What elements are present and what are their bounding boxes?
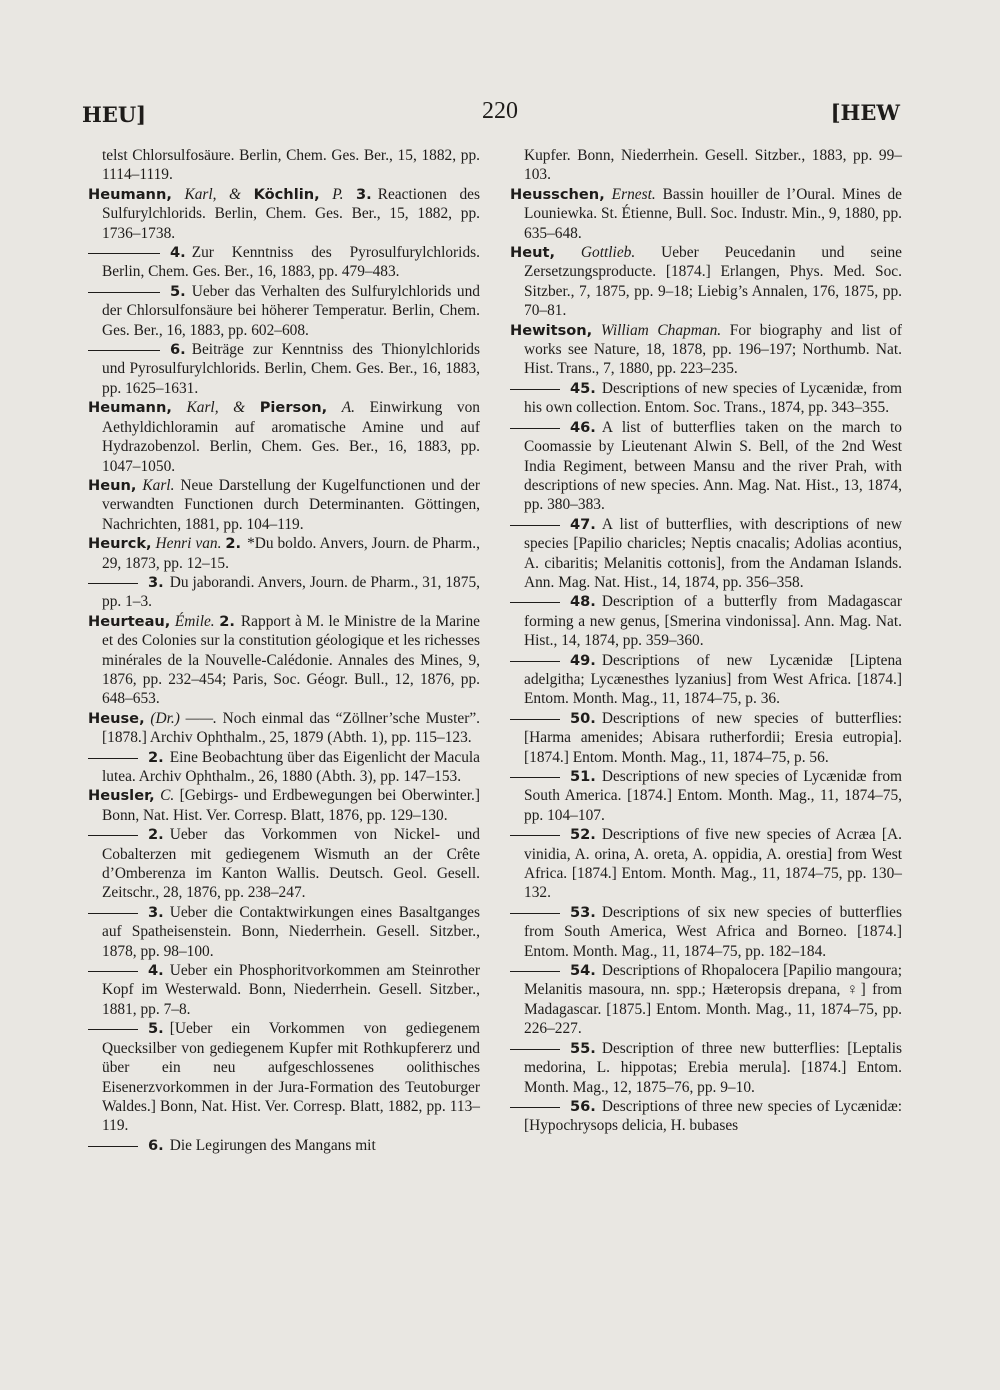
entry-text: *Du boldo. Anvers, Journ. de Pharm., 29, 1873, pp. 12–15. bbox=[102, 535, 480, 572]
bibliography-entry bbox=[88, 612, 480, 709]
repeat-author-dash bbox=[88, 1146, 138, 1147]
entry-number: 53. bbox=[570, 903, 596, 921]
entry-text: A list of butterflies, with descriptions of new species [Papilio charicles; Neptis cnacalis; Adolias acontius, A. cibaritis; Melanitis cottonis], from the Andaman Islands. Ann. Mag. Nat. Hist., 14, 1874, pp. 356–358. bbox=[524, 515, 902, 591]
bibliography-entry bbox=[510, 243, 902, 321]
author-surname: Heurteau, bbox=[88, 612, 171, 630]
entry-text: Description of a butterfly from Madagascar forming a new genus, [Smerina vindonissa]. Ann. Mag. Nat. Hist., 14, 1874, pp. 359–360. bbox=[524, 593, 902, 650]
entry-text: Die Legirungen des Mangans mit bbox=[169, 1136, 376, 1154]
entry-text: Du jaborandi. Anvers, Journ. de Pharm., 31, 1875, pp. 1–3. bbox=[102, 573, 480, 611]
entry-text: Noch einmal das “Zöllner’sche Muster”. [1878.] Archiv Ophthalm., 25, 1879 (Abth. 1), pp. 115–123. bbox=[102, 709, 480, 747]
entry-number: 2. bbox=[225, 535, 242, 553]
entry-number: 3. bbox=[148, 903, 164, 921]
author-surname: Heun, bbox=[88, 476, 137, 494]
entry-text: Eine Beobachtung über das Eigenlicht der Macula lutea. Archiv Ophthalm., 26, 1880 (Abth. 3), pp. 147–153. bbox=[102, 748, 480, 785]
entry-text: telst Chlorsulfosäure. Berlin, Chem. Ges. Ber., 15, 1882, pp. 1114–1119. bbox=[102, 147, 480, 184]
bibliography-entry bbox=[510, 146, 902, 185]
page-number: 220 bbox=[482, 98, 518, 124]
entry-text: For biography and list of works see Nature, 18, 1878, pp. 196–197; Northumb. Nat. Hist. Trans., 7, 1880, pp. 223–235. bbox=[524, 321, 902, 378]
bibliography-entry bbox=[510, 825, 902, 903]
entry-number: 3. bbox=[148, 573, 164, 591]
repeat-author-dash bbox=[510, 1049, 560, 1050]
entry-number: 6. bbox=[170, 341, 186, 359]
author-given-name: William Chapman. bbox=[600, 321, 722, 339]
author-surname: Heumann, bbox=[88, 399, 172, 417]
entry-text: A list of butterflies taken on the march to Coomassie by Lieutenant Alwin S. Bell, of the 2nd West India Regiment, between Mansu and the river Prah, with descriptions of new species. Ann. Mag. Nat. Hist., 13, 1874, pp. 380–383. bbox=[524, 418, 902, 514]
entry-number: 4. bbox=[148, 962, 164, 980]
repeat-author-dash bbox=[510, 777, 560, 778]
entry-number: 2. bbox=[219, 612, 235, 630]
entry-text: Reactionen des Sulfurylchlorids. Berlin, Chem. Ges. Ber., 15, 1882, pp. 1736–1738. bbox=[102, 185, 480, 242]
coauthor-given-name: A. bbox=[341, 399, 356, 417]
running-head-left: HEU] bbox=[82, 102, 147, 127]
author-surname: Heusler, bbox=[88, 787, 155, 805]
entry-text: Bassin houiller de l’Oural. Mines de Louniewka. St. Étienne, Bull. Soc. Industr. Min., 9, 1880, pp. 635–648. bbox=[524, 185, 902, 242]
coauthor-surname: Köchlin, bbox=[253, 185, 320, 203]
entry-text: Ueber die Contaktwirkungen eines Basaltganges auf Spatheisenstein. Bonn, Niederrhein. Gesell. Sitzber., 1878, pp. 98–100. bbox=[102, 903, 480, 960]
repeat-author-dash bbox=[88, 758, 138, 759]
repeat-author-dash bbox=[510, 719, 560, 720]
bibliography-entry bbox=[510, 1097, 902, 1136]
bibliography-entry bbox=[510, 961, 902, 1039]
author-given-name: Karl. bbox=[142, 476, 175, 494]
entry-number: 2. bbox=[148, 748, 164, 766]
entry-number: 2. bbox=[148, 826, 164, 844]
entry-text: Description of three new butterflies: [Leptalis medorina, L. hippotas; Erebia merula]. [1874.] Entom. Month. Mag., 12, 1875–76, pp. 9–10. bbox=[524, 1039, 902, 1096]
coauthor-surname: Pierson, bbox=[259, 399, 328, 417]
entry-text: Rapport à M. le Ministre de la Marine et des Colonies sur la constitution géologique et les richesses minérales de la Nouvelle-Calédonie. Annales des Mines, 9, 1876, pp. 232–454; Paris, Soc. Géogr. Bull., 12, 1876, pp. 648–653. bbox=[102, 612, 480, 708]
bibliography-entry bbox=[88, 282, 480, 340]
author-given-name: Henri van. bbox=[155, 535, 222, 553]
repeat-author-dash bbox=[510, 525, 560, 526]
repeat-author-dash bbox=[510, 428, 560, 429]
entry-text: Ueber das Verhalten des Sulfurylchlorids und der Chlorsulfonsäure bei höherer Temperatur. Berlin, Chem. Ges. Ber., 16, 1883, pp. 602–608. bbox=[102, 282, 480, 339]
entry-text: Descriptions of six new species of butterflies from South America, West Africa and Borneo. [1874.] Entom. Month. Mag., 11, 1874–75, pp. 182–184. bbox=[524, 903, 902, 960]
entry-text: Ueber das Vorkommen von Nickel- und Cobalterzen mit gediegenem Wismuth an der Crête d’Omberenza im Kanton Wallis. Deutsch. Geol. Gesell. Zeitschr., 28, 1876, pp. 238–247. bbox=[102, 826, 480, 902]
author-given-name: C. bbox=[160, 787, 175, 805]
entry-number: 46. bbox=[570, 418, 596, 436]
entry-text: [Ueber ein Vorkommen von gediegenem Quecksilber von gediegenem Kupfer mit Rothkupfererz und über ein neu aufgeschlossenes oolithisches Eisenerzvorkommen in der Jura-Formation des Teutoburger Waldes.] Bonn, Nat. Hist. Ver. Corresp. Blatt, 1882, pp. 113–119. bbox=[102, 1020, 480, 1135]
repeat-author-dash bbox=[88, 583, 138, 584]
entry-text: Descriptions of five new species of Acræa [A. vinidia, A. orina, A. oreta, A. oppidia, A. orestia] from West Africa. [1874.] Entom. Month. Mag., 11, 1874–75, pp. 130–132. bbox=[524, 826, 902, 902]
bibliography-entry bbox=[510, 515, 902, 593]
entry-number: 54. bbox=[570, 962, 596, 980]
left-column bbox=[88, 146, 480, 1155]
bibliography-entry bbox=[88, 903, 480, 961]
author-given-name: Ernest. bbox=[611, 185, 656, 203]
bibliography-entry bbox=[88, 398, 480, 476]
author-surname: Hewitson, bbox=[510, 321, 593, 339]
bibliography-entry bbox=[88, 573, 480, 612]
repeat-author-dash bbox=[88, 350, 160, 351]
bibliography-entry bbox=[510, 185, 902, 243]
bibliography-entry bbox=[88, 340, 480, 398]
entry-number: 48. bbox=[570, 593, 596, 611]
bibliography-entry bbox=[510, 1039, 902, 1097]
repeat-author-dash bbox=[88, 835, 138, 836]
author-given-name: Karl, & bbox=[186, 399, 246, 417]
author-surname: Heut, bbox=[510, 244, 556, 262]
bibliography-entry bbox=[88, 185, 480, 243]
repeat-author-dash bbox=[88, 292, 160, 293]
repeat-author-dash bbox=[510, 389, 560, 390]
entry-number: 55. bbox=[570, 1039, 596, 1057]
repeat-author-dash bbox=[510, 913, 560, 914]
bibliography-entry bbox=[88, 961, 480, 1019]
entry-text: [Gebirgs- und Erdbewegungen bei Oberwinter.] Bonn, Nat. Hist. Ver. Corresp. Blatt, 1876, pp. 129–130. bbox=[102, 787, 480, 824]
entry-number: 52. bbox=[570, 826, 596, 844]
bibliography-entry bbox=[88, 748, 480, 787]
bibliography-entry bbox=[510, 321, 902, 379]
author-surname: Heusschen, bbox=[510, 185, 605, 203]
repeat-author-dash bbox=[510, 661, 560, 662]
repeat-author-dash bbox=[88, 913, 138, 914]
entry-text: Descriptions of Rhopalocera [Papilio mangoura; Melanitis masoura, nn. spp.; Hæteropsis drepana, ♀] from Madagascar. [1875.] Entom. Month. Mag., 11, 1874–75, pp. 226–227. bbox=[524, 962, 902, 1038]
entry-text: Descriptions of new species of Lycænidæ from South America. [1874.] Entom. Month. Mag., 11, 1874–75, pp. 104–107. bbox=[524, 768, 902, 824]
repeat-author-dash bbox=[88, 1029, 138, 1030]
repeat-author-dash bbox=[510, 971, 560, 972]
bibliography-entry bbox=[510, 379, 902, 418]
bibliography-entry bbox=[88, 709, 480, 748]
entry-text: Ueber Peucedanin und seine Zersetzungsproducte. [1874.] Erlangen, Phys. Med. Soc. Sitzber., 7, 1875, pp. 9–18; Liebig’s Annalen, 176, 1875, pp. 70–81. bbox=[524, 244, 902, 320]
repeat-author-dash bbox=[88, 971, 138, 972]
bibliography-entry bbox=[88, 825, 480, 903]
author-given-name: Émile. bbox=[174, 612, 215, 630]
author-surname: Heurck, bbox=[88, 535, 152, 553]
bibliography-entry bbox=[510, 592, 902, 650]
bibliography-entry bbox=[88, 146, 480, 185]
entry-number: 6. bbox=[148, 1136, 164, 1154]
bibliography-entry bbox=[510, 767, 902, 825]
entry-number: 3. bbox=[356, 185, 372, 203]
entry-number: 49. bbox=[570, 651, 596, 669]
bibliography-entry bbox=[510, 903, 902, 961]
author-given-name: (Dr.) ——. bbox=[150, 709, 217, 727]
entry-text: Descriptions of three new species of Lycænidæ: [Hypochrysops delicia, H. bubases bbox=[524, 1097, 902, 1135]
repeat-author-dash bbox=[510, 835, 560, 836]
repeat-author-dash bbox=[88, 253, 160, 254]
author-surname: Heuse, bbox=[88, 709, 145, 727]
bibliography-entry bbox=[510, 418, 902, 515]
running-head-right: [HEW bbox=[830, 100, 900, 125]
author-given-name: Karl, & bbox=[184, 185, 242, 203]
entry-number: 5. bbox=[170, 282, 186, 300]
bibliography-entry bbox=[88, 476, 480, 534]
bibliography-entry bbox=[510, 651, 902, 709]
entry-number: 56. bbox=[570, 1097, 596, 1115]
right-column bbox=[510, 146, 902, 1136]
entry-number: 4. bbox=[170, 244, 186, 262]
entry-text: Descriptions of new Lycænidæ [Liptena adelgitha; Lycænesthes lyzanius] from West Africa. [1874.] Entom. Month. Mag., 11, 1874–75, p. 36. bbox=[524, 651, 902, 708]
bibliography-entry bbox=[88, 786, 480, 825]
entry-text: Ueber ein Phosphoritvorkommen am Steinrother Kopf im Westerwald. Bonn, Niederrhein. Gesell. Sitzber., 1881, pp. 7–8. bbox=[102, 962, 480, 1018]
entry-number: 47. bbox=[570, 515, 596, 533]
bibliography-entry bbox=[88, 243, 480, 282]
bibliography-entry bbox=[88, 1136, 480, 1155]
entry-number: 51. bbox=[570, 768, 596, 785]
repeat-author-dash bbox=[510, 1107, 560, 1108]
entry-text: Einwirkung von Aethyldichloramin auf aromatische Amine und auf Hydrazobenzol. Berlin, Chem. Ges. Ber., 16, 1883, pp. 1047–1050. bbox=[102, 399, 480, 475]
coauthor-given-name: P. bbox=[332, 185, 344, 203]
entry-text: Descriptions of new species of Lycænidæ, from his own collection. Entom. Soc. Trans., 1874, pp. 343–355. bbox=[524, 379, 902, 417]
entry-text: Kupfer. Bonn, Niederrhein. Gesell. Sitzber., 1883, pp. 99–103. bbox=[524, 147, 902, 184]
entry-number: 5. bbox=[148, 1020, 164, 1038]
bibliography-entry bbox=[510, 709, 902, 767]
entry-text: Zur Kenntniss des Pyrosulfurylchlorids. Berlin, Chem. Ges. Ber., 16, 1883, pp. 479–483. bbox=[102, 244, 480, 281]
bibliography-entry bbox=[88, 534, 480, 573]
repeat-author-dash bbox=[510, 602, 560, 603]
entry-text: Beiträge zur Kenntniss des Thionylchlorids und Pyrosulfurylchlorids. Berlin, Chem. Ges. Ber., 16, 1883, pp. 1625–1631. bbox=[102, 341, 480, 397]
author-given-name: Gottlieb. bbox=[580, 244, 636, 262]
entry-text: Neue Darstellung der Kugelfunctionen und der verwandten Functionen durch Determinanten. Göttingen, Nachrichten, 1881, pp. 104–119. bbox=[102, 476, 480, 533]
bibliography-entry bbox=[88, 1019, 480, 1135]
author-surname: Heumann, bbox=[88, 185, 172, 203]
entry-number: 45. bbox=[570, 379, 596, 397]
entry-text: Descriptions of new species of butterflies: [Harma amenides; Abisara rutherfordii; Eresia eutropia]. [1874.] Entom. Month. Mag., 11, 1874–75, p. 56. bbox=[524, 709, 902, 766]
entry-number: 50. bbox=[570, 709, 596, 727]
